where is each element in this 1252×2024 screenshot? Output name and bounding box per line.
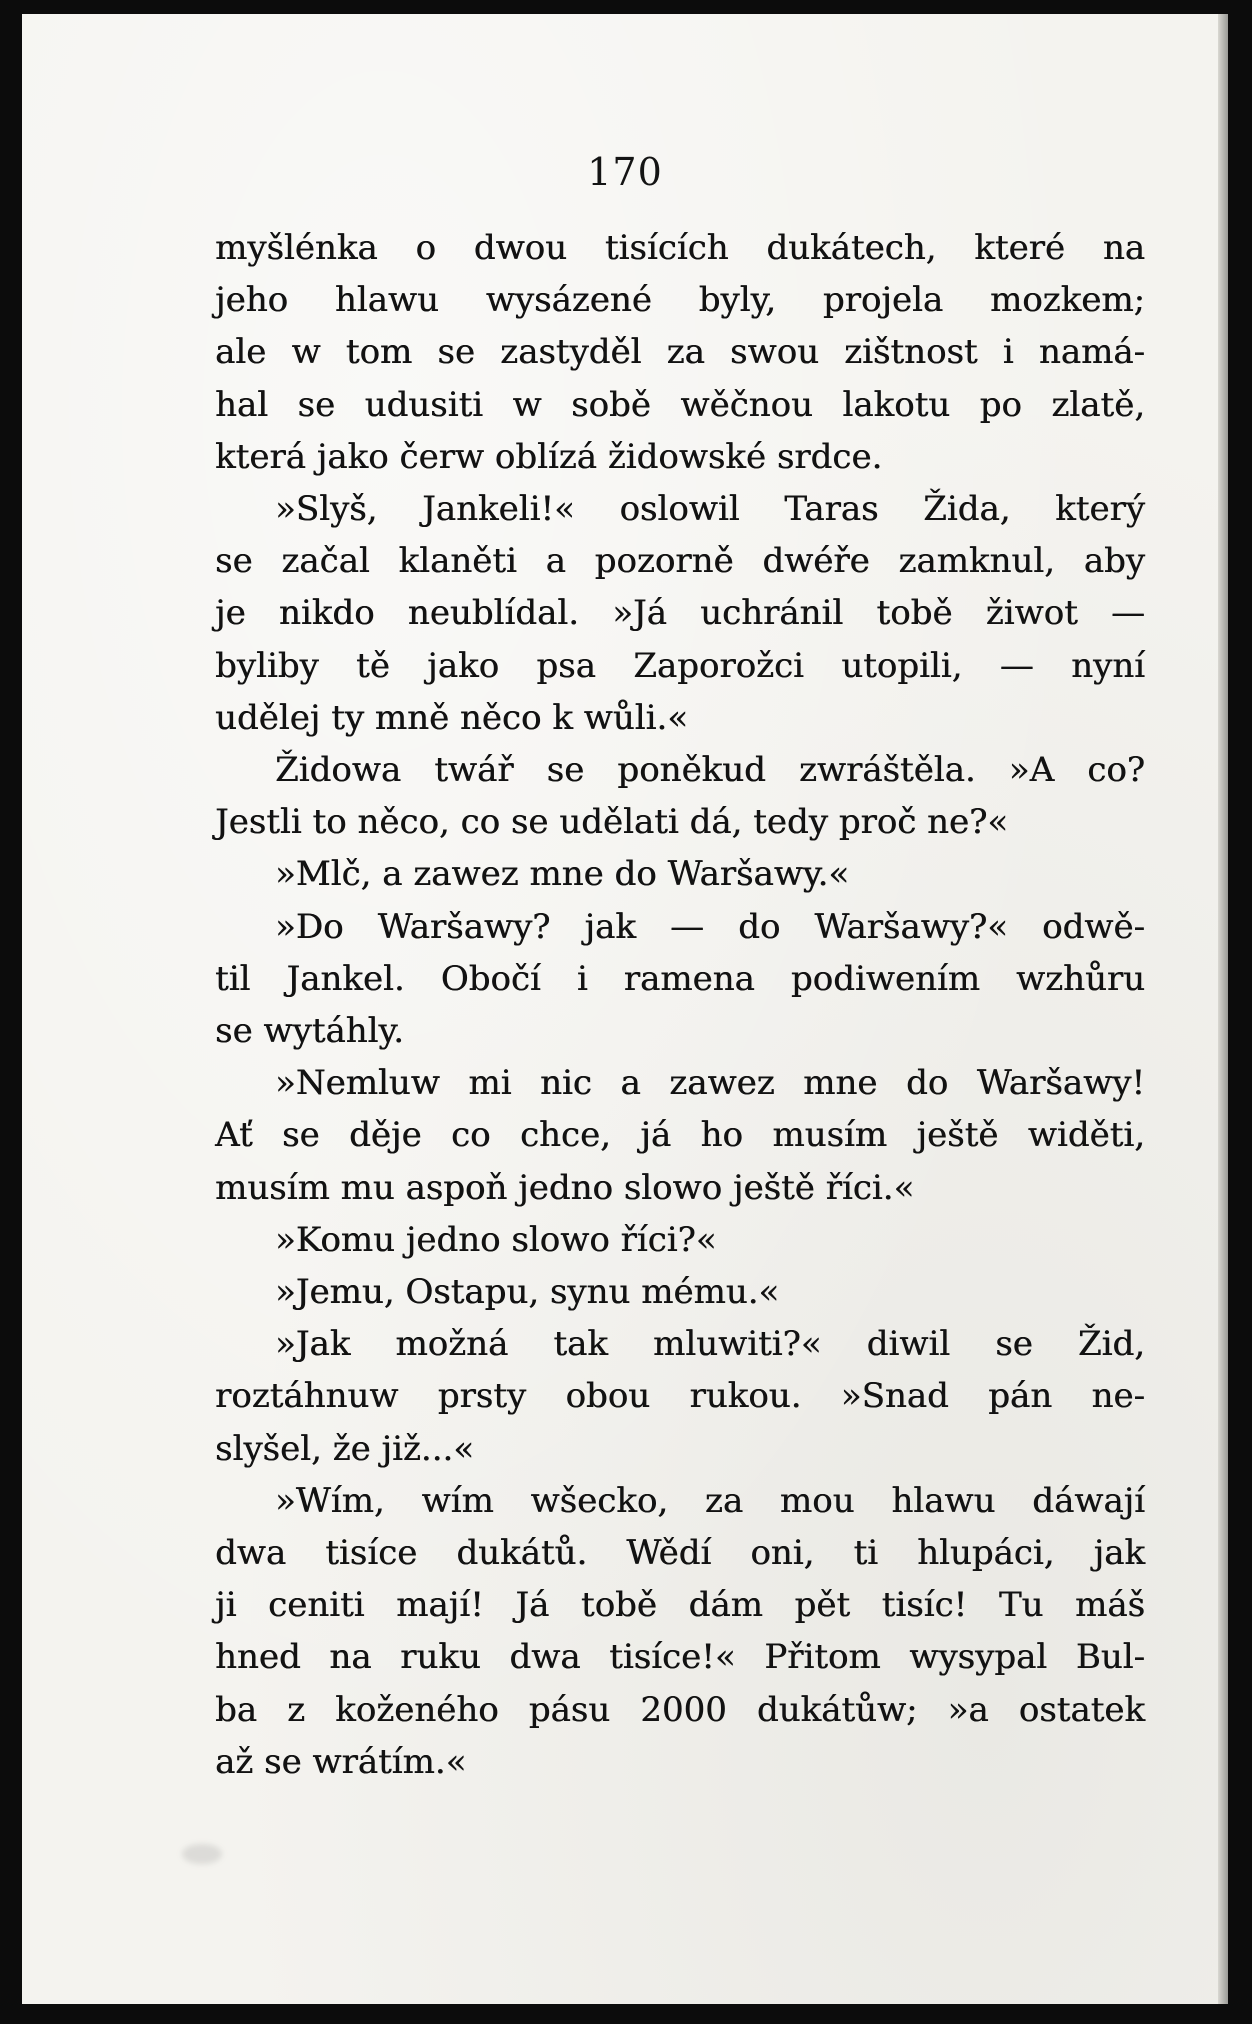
text-line: jeho hlawu wysázené byly, projela mozkem; — [215, 280, 1145, 321]
text-line: »Nemluw mi nic a zawez mne do Waršawy! — [275, 1063, 1145, 1104]
paragraph — [215, 1475, 1145, 1788]
text-line: »Do Waršawy? jak — do Waršawy?« odwě- — [275, 906, 1145, 947]
text-line: hal se udusiti w sobě wěčnou lakotu po zlatě, — [215, 384, 1145, 425]
page-edge-shadow — [1218, 14, 1228, 2004]
text-line: »Jak možná tak mluwiti?« diwil se Žid, — [275, 1324, 1145, 1365]
text-line: myšlénka o dwou tisících dukátech, které na — [215, 228, 1145, 268]
text-line: je nikdo neublídal. »Já uchránil tobě žiwot — — [215, 593, 1145, 634]
page-number: 170 — [587, 150, 663, 194]
text-line: až se wrátím.« — [215, 1741, 467, 1782]
text-line: til Jankel. Obočí i ramena podiwením wzhůru — [215, 958, 1145, 999]
paragraph — [215, 1318, 1145, 1475]
text-line: roztáhnuw prsty obou rukou. »Snad pán ne- — [215, 1376, 1145, 1417]
text-line: »Wím, wím wšecko, za mou hlawu dáwají — [275, 1480, 1145, 1521]
paragraph — [215, 901, 1145, 1058]
text-line: která jako čerw oblízá židowské srdce. — [215, 436, 883, 477]
text-line: se začal klaněti a pozorně dwéře zamknul, aby — [215, 541, 1145, 582]
paper-sheet — [22, 14, 1228, 2004]
text-line: »Mlč, a zawez mne do Waršawy.« — [275, 854, 850, 895]
text-line: Židowa twář se poněkud zwráštěla. »A co? — [275, 750, 1145, 791]
paragraph — [215, 744, 1145, 848]
text-line: Jestli to něco, co se udělati dá, tedy proč ne?« — [215, 802, 1009, 843]
text-line: udělej ty mně něco k wůli.« — [215, 697, 688, 738]
text-line: ji ceniti mají! Já tobě dám pět tisíc! Tu máš — [215, 1585, 1145, 1626]
text-line: byliby tě jako psa Zaporožci utopili, — nyní — [215, 645, 1145, 686]
text-body — [215, 222, 1145, 1788]
paper-smudge — [182, 1844, 222, 1864]
text-line: Ať se děje co chce, já ho musím ještě widěti, — [215, 1115, 1145, 1156]
paragraph — [215, 1266, 1145, 1318]
text-line: se wytáhly. — [215, 1011, 404, 1052]
paragraph — [215, 1057, 1145, 1214]
text-line: hned na ruku dwa tisíce!« Přitom wysypal Bul- — [215, 1637, 1145, 1678]
text-line: musím mu aspoň jedno slowo ještě říci.« — [215, 1167, 915, 1208]
text-line: ale w tom se zastyděl za swou zištnost i namá- — [215, 332, 1145, 373]
text-line: »Jemu, Ostapu, synu mému.« — [275, 1272, 780, 1313]
paragraph — [215, 848, 1145, 900]
paragraph — [215, 483, 1145, 744]
text-line: »Slyš, Jankeli!« oslowil Taras Žida, který — [275, 489, 1145, 530]
text-line: »Komu jedno slowo říci?« — [275, 1219, 717, 1260]
paragraph — [215, 222, 1145, 483]
text-line: dwa tisíce dukátů. Wědí oni, ti hlupáci, jak — [215, 1533, 1145, 1574]
text-line: ba z koženého pásu 2000 dukátůw; »a ostatek — [215, 1689, 1145, 1730]
text-line: slyšel, že již...« — [215, 1428, 474, 1469]
paragraph — [215, 1214, 1145, 1266]
